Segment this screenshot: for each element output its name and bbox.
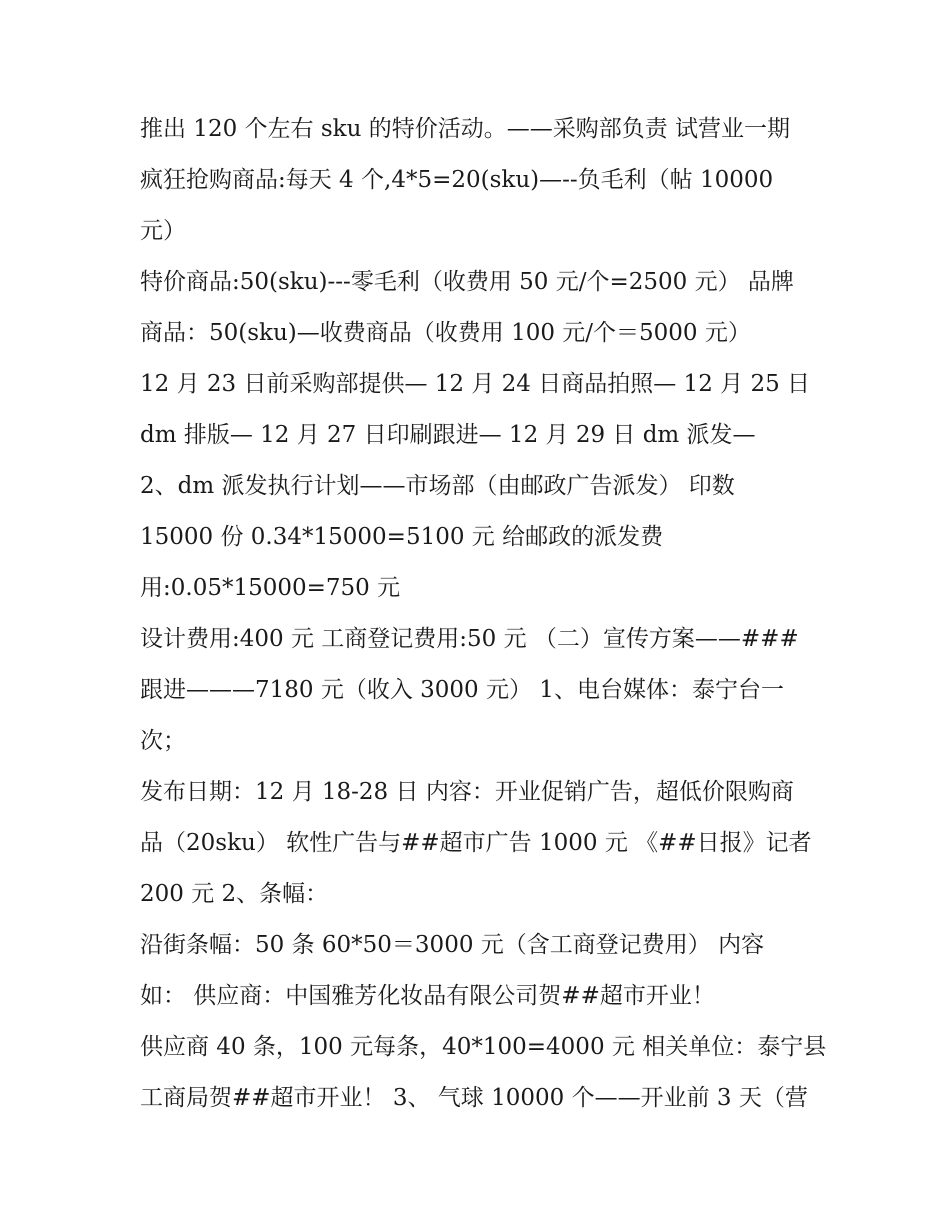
text-line: dm 排版— 12 月 27 日印刷跟进— 12 月 29 日 dm 派发— [140,422,756,448]
text-line: 疯狂抢购商品:每天 4 个,4*5=20(sku)—--负毛利（帖 10000 [140,167,774,193]
text-line: 供应商 40 条，100 元每条，40*100=4000 元 相关单位：泰宁县 [140,1034,827,1060]
text-line: 用:0.05*15000=750 元 [140,575,401,601]
text-line: 元） [140,218,186,244]
text-line: 设计费用:400 元 工商登记费用:50 元 （二）宣传方案——### [140,626,799,652]
text-line: 发布日期：12 月 18-28 日 内容：开业促销广告，超低价限购商 [140,779,794,805]
text-line: 跟进———7180 元（收入 3000 元） 1、电台媒体：泰宁台一 [140,677,784,703]
text-line: 推出 120 个左右 sku 的特价活动。——采购部负责 试营业一期 [140,116,791,142]
text-line: 200 元 2、条幅： [140,881,329,907]
text-line: 品（20sku） 软性广告与##超市广告 1000 元 《##日报》记者 [140,830,812,856]
text-line: 次； [140,728,186,754]
text-line: 特价商品:50(sku)---零毛利（收费用 50 元/个=2500 元） 品牌 [140,269,794,295]
text-line: 12 月 23 日前采购部提供— 12 月 24 日商品拍照— 12 月 25 日 [140,371,811,397]
text-line: 沿街条幅：50 条 60*50＝3000 元（含工商登记费用） 内容 [140,932,765,958]
text-line: 2、dm 派发执行计划——市场部（由邮政广告派发） 印数 [140,473,735,499]
text-line: 工商局贺##超市开业！ 3、 气球 10000 个——开业前 3 天（营 [140,1085,808,1111]
text-line: 15000 份 0.34*15000=5100 元 给邮政的派发费 [140,524,664,550]
text-line: 如： 供应商：中国雅芳化妆品有限公司贺##超市开业！ [140,983,715,1009]
document-body [140,104,827,1124]
text-line: 商品：50(sku)—收费商品（收费用 100 元/个＝5000 元） [140,320,751,346]
